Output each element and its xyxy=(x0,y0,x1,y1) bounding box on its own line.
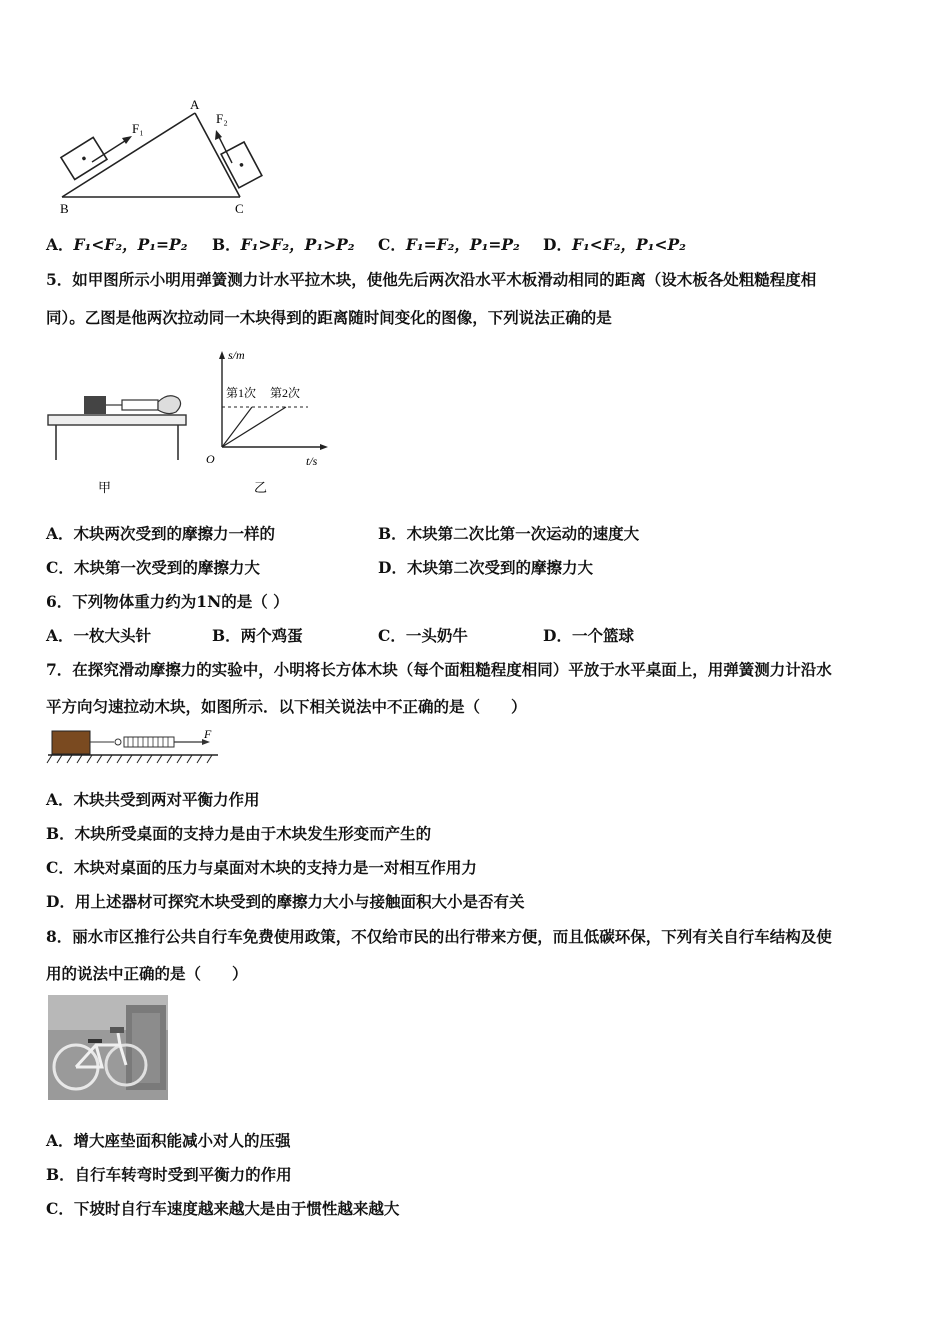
q8-option-b-text: 自行车转弯时受到平衡力的作用 xyxy=(74,1165,292,1184)
q8-option-b-key: B． xyxy=(46,1165,75,1184)
figure-yi-graph xyxy=(200,345,335,495)
q7-option-c-key: C． xyxy=(46,858,74,877)
q6-option-d[interactable] xyxy=(543,626,634,646)
q6-option-b-key: B． xyxy=(212,626,241,645)
label-f2: F₂ xyxy=(216,111,228,126)
incline-figure xyxy=(40,95,270,220)
q7-option-b-key: B． xyxy=(46,824,75,843)
q4-option-d-key: D． xyxy=(543,235,572,254)
graph-x-label: t/s xyxy=(306,454,318,468)
q6-option-d-text: 一个篮球 xyxy=(571,626,634,645)
label-f1: F₁ xyxy=(132,121,144,136)
q6-option-b[interactable] xyxy=(212,626,303,646)
q4-option-b-key: B． xyxy=(212,235,241,254)
graph-legend-second: 第2次 xyxy=(270,386,301,400)
block-right xyxy=(221,142,262,188)
q7-option-a-text: 木块共受到两对平衡力作用 xyxy=(73,790,260,809)
q6-option-b-text: 两个鸡蛋 xyxy=(240,626,303,645)
wood-block xyxy=(84,396,106,414)
q5-option-a-text: 木块两次受到的摩擦力一样的 xyxy=(73,524,276,543)
q8-option-c-text: 下坡时自行车速度越来越大是由于惯性越来越大 xyxy=(73,1199,400,1218)
q8-stem-line2: 用的说法中正确的是（ ） xyxy=(46,964,248,983)
q8-option-a-key: A． xyxy=(46,1131,74,1150)
q5-stem-line2: 同）。乙图是他两次拉动同一木块得到的距离随时间变化的图像，下列说法正确的是 xyxy=(46,308,612,327)
q8-option-c-key: C． xyxy=(46,1199,74,1218)
q4-option-b[interactable] xyxy=(212,235,355,255)
q7-option-a[interactable] xyxy=(46,790,260,810)
q7-option-d[interactable] xyxy=(46,892,524,912)
q8-option-b[interactable] xyxy=(46,1165,292,1185)
wood-block-brown xyxy=(52,731,90,754)
table-top xyxy=(48,415,186,425)
q6-option-c-text: 一头奶牛 xyxy=(405,626,468,645)
graph-legend-first: 第1次 xyxy=(226,386,257,400)
q6-option-a[interactable] xyxy=(46,626,151,646)
spring-hook xyxy=(115,739,121,745)
q7-option-c-text: 木块对桌面的压力与桌面对木块的支持力是一对相互作用力 xyxy=(73,858,477,877)
q5-option-b-key: B． xyxy=(378,524,407,543)
q7-option-d-text: 用上述器材可探究木块受到的摩擦力大小与接触面积大小是否有关 xyxy=(74,892,525,911)
force-arrow-f2-head xyxy=(215,130,222,140)
q8-option-a[interactable] xyxy=(46,1131,291,1151)
label-a: A xyxy=(190,97,200,112)
q4-option-b-text: F₁>F₂，P₁>P₂ xyxy=(240,235,355,254)
q7-option-c[interactable] xyxy=(46,858,477,878)
label-f: F xyxy=(204,728,212,741)
label-b: B xyxy=(60,201,69,216)
q6-option-c-key: C． xyxy=(378,626,406,645)
q7-option-b-text: 木块所受桌面的支持力是由于木块发生形变而产生的 xyxy=(74,824,432,843)
q5-option-c-key: C． xyxy=(46,558,74,577)
q6-stem: 6．下列物体重力约为1N的是（ ） xyxy=(46,592,289,611)
figure-jia-table xyxy=(46,380,191,495)
q4-option-a-text: F₁<F₂，P₁=P₂ xyxy=(73,235,188,254)
q5-option-a[interactable] xyxy=(46,524,275,544)
q7-option-d-key: D． xyxy=(46,892,75,911)
figure-block-spring xyxy=(46,728,221,768)
hand xyxy=(158,396,181,414)
q8-option-c[interactable] xyxy=(46,1199,399,1219)
graph-x-arrow xyxy=(320,444,328,450)
q4-option-c-key: C． xyxy=(378,235,406,254)
q5-option-c[interactable] xyxy=(46,558,260,578)
q4-option-c-text: F₁=F₂，P₁=P₂ xyxy=(405,235,520,254)
label-c: C xyxy=(235,201,244,216)
graph-origin: O xyxy=(206,452,215,466)
graph-y-arrow xyxy=(219,351,225,359)
q5-option-b-text: 木块第二次比第一次运动的速度大 xyxy=(406,524,640,543)
q6-option-a-text: 一枚大头针 xyxy=(73,626,152,645)
spring-scale xyxy=(122,400,158,410)
q4-option-d-text: F₁<F₂，P₁<P₂ xyxy=(571,235,686,254)
q8-stem-line1: 8．丽水市区推行公共自行车免费使用政策，不仅给市民的出行带来方便，而且低碳环保，下列有关自行车结构及使 xyxy=(46,927,832,946)
bicycle-photo xyxy=(48,995,168,1100)
q7-option-a-key: A． xyxy=(46,790,74,809)
q5-option-d-text: 木块第二次受到的摩擦力大 xyxy=(406,558,593,577)
q4-option-c[interactable] xyxy=(378,235,520,255)
caption-yi: 乙 xyxy=(254,480,268,495)
q7-stem-line1: 7．在探究滑动摩擦力的实验中，小明将长方体木块（每个面粗糙程度相同）平放于水平桌面上，用弹簧测力计沿水 xyxy=(46,660,832,679)
graph-y-label: s/m xyxy=(228,348,245,362)
q5-option-d[interactable] xyxy=(378,558,593,578)
q7-option-b[interactable] xyxy=(46,824,431,844)
ground-hatch xyxy=(47,755,212,763)
q8-option-a-text: 增大座垫面积能减小对人的压强 xyxy=(73,1131,291,1150)
q4-option-d[interactable] xyxy=(543,235,686,255)
q5-option-a-key: A． xyxy=(46,524,74,543)
q5-option-c-text: 木块第一次受到的摩擦力大 xyxy=(73,558,260,577)
graph-line-first xyxy=(222,407,252,447)
q5-option-d-key: D． xyxy=(378,558,407,577)
q5-stem-line1: 5．如甲图所示小明用弹簧测力计水平拉木块，使他先后两次沿水平木板滑动相同的距离（设木板各处粗糙程度相 xyxy=(46,270,817,289)
graph-line-second xyxy=(222,407,286,447)
q7-stem-line2: 平方向匀速拉动木块，如图所示．以下相关说法中不正确的是（ ） xyxy=(46,697,527,716)
force-arrow-f1-head xyxy=(122,136,132,144)
q5-option-b[interactable] xyxy=(378,524,639,544)
caption-jia: 甲 xyxy=(98,480,112,495)
q6-option-d-key: D． xyxy=(543,626,572,645)
q6-option-c[interactable] xyxy=(378,626,468,646)
q4-option-a-key: A． xyxy=(46,235,74,254)
q4-option-a[interactable] xyxy=(46,235,187,255)
spring-scale-body xyxy=(124,737,174,747)
q6-option-a-key: A． xyxy=(46,626,74,645)
